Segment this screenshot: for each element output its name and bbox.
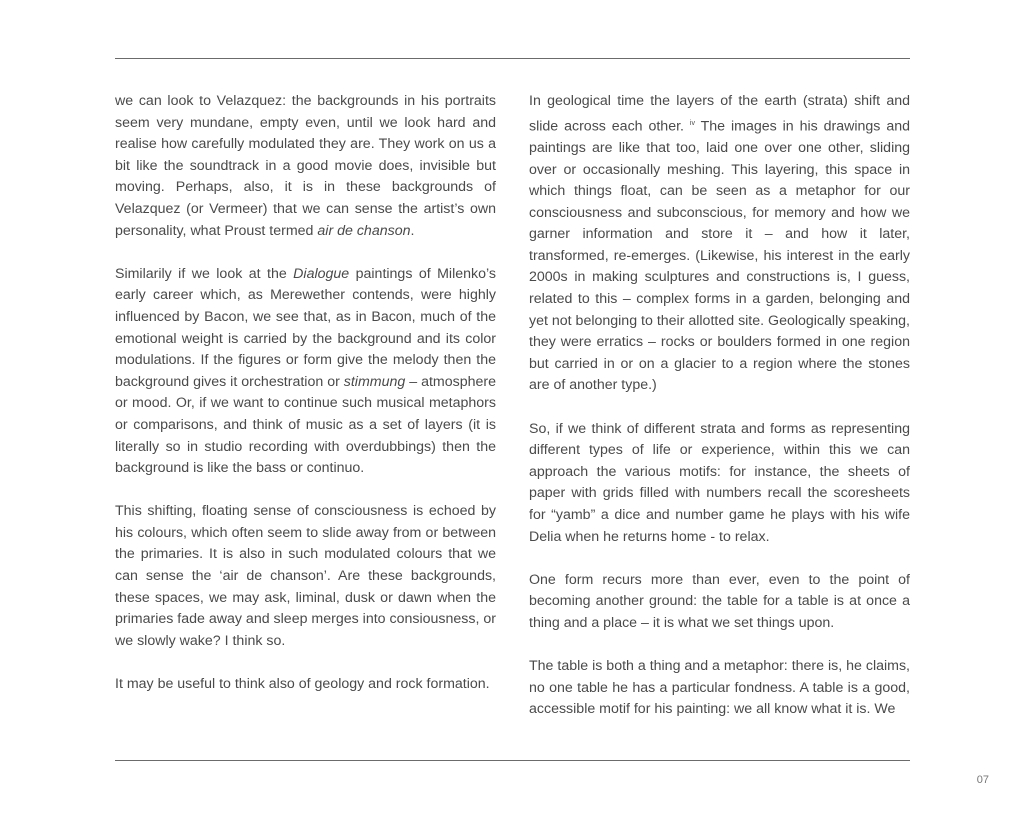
- bottom-rule: [115, 760, 910, 761]
- top-rule: [115, 58, 910, 59]
- paragraph: In geological time the layers of the earth (strata) shift and slide across each other. $^{iv}$ The images in his drawings and paintings are like that too, laid one over one other, sliding over or occasionally meshing. This layering, this space in which things float, can be seen as a metaphor for our consciousness and subconscious, for memory and how we garner information and store it – and how it later, transformed, re-emerges. (Likewise, his interest in the early 2000s in making sculptures and constructions is, I guess, related to this – complex forms in a garden, belonging and yet not belonging to their allotted site. Geologically speaking, they were erratics – rocks or boulders formed in one region but carried in or on a glacier to a region where the stones are of another type.): [529, 93, 910, 394]
- paragraph: This shifting, floating sense of consciousness is echoed by his colours, which often seem to slide away from or between the primaries. It is also in such modulated colours that we can sense the ‘air de chanson’. Are these backgrounds, these spaces, we may ask, liminal, dusk or dawn when the primaries fade away and sleep merges into consiousness, or we slowly wake? I think so.: [115, 503, 496, 649]
- paragraph: Similarily if we look at the Dialogue paintings of Milenko’s early career which, as Merewether contends, were highly influenced by Bacon, we see that, as in Bacon, much of the emotional weight is carried by the background and its color modulations. If the figures or form give the melody then the background gives it orchestration or stimmung – atmosphere or mood. Or, if we want to continue such musical metaphors or comparisons, and think of music as a set of layers (it is literally so in studio recording with overdubbings) then the background is like the bass or continuo.: [115, 265, 496, 477]
- right-column: [529, 91, 910, 721]
- endnote-marker[interactable]: iv: [689, 119, 695, 127]
- paragraph: So, if we think of different strata and forms as representing different types of life or experience, within this we can approach the various motifs: for instance, the sheets of paper with grids filled with numbers recall the scoresheets for “yamb” a dice and number game he plays with his wife Delia when he returns home - to relax.: [529, 420, 910, 545]
- paragraph: One form recurs more than ever, even to the point of becoming another ground: the table for a table is at once a thing and a place – it is what we set things upon.: [529, 571, 910, 631]
- page-number: 07: [976, 774, 989, 786]
- left-column: [115, 91, 496, 696]
- paragraph: It may be useful to think also of geology and rock formation.: [115, 676, 490, 693]
- paragraph: we can look to Velazquez: the backgrounds in his portraits seem very mundane, empty even, until we look hard and realise how carefully modulated they are. They work on us a bit like the soundtrack in a good movie does, invisible but moving. Perhaps, also, it is in these backgrounds of Velazquez (or Vermeer) that we can sense the artist’s own personality, what Proust termed air de chanson.: [115, 93, 496, 239]
- paragraph: The table is both a thing and a metaphor: there is, he claims, no one table he has a particular fondness. A table is a good, accessible motif for his painting: we all know what it is. We: [529, 658, 910, 718]
